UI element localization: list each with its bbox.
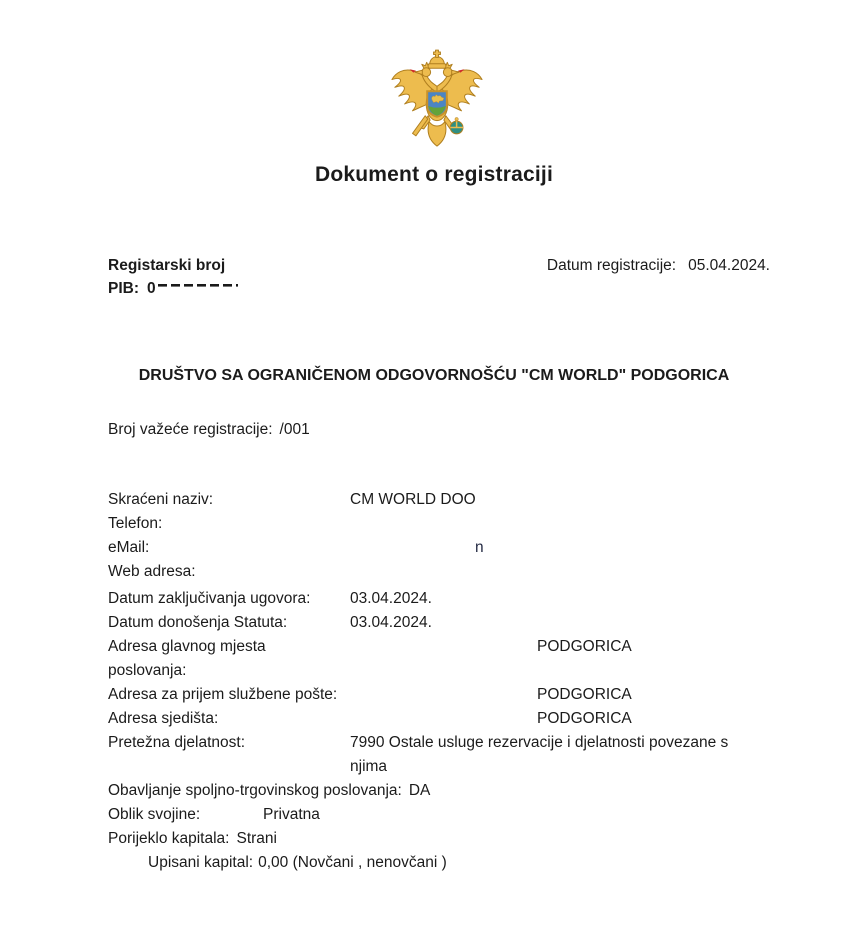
field-value: 03.04.2024.	[350, 614, 432, 631]
valid-registration-label: Broj važeće registracije:	[108, 421, 273, 438]
field-label: Datum zaključivanja ugovora:	[108, 590, 311, 607]
field-value: PODGORICA	[537, 638, 632, 655]
field-label: Obavljanje spoljno-trgovinskog poslovanja:	[108, 782, 402, 799]
field-label: Adresa za prijem službene pošte:	[108, 686, 338, 703]
field-label: Datum donošenja Statuta:	[108, 614, 288, 631]
field-value: CM WORLD DOO	[350, 491, 476, 508]
field-row-web-address	[108, 560, 776, 584]
field-value: PODGORICA	[537, 710, 632, 727]
field-row-email	[108, 536, 776, 560]
montenegro-coat-of-arms-icon	[388, 44, 486, 162]
company-name-heading: DRUŠTVO SA OGRANIČENOM ODGOVORNOŠĆU "CM WORLD" PODGORICA	[138, 367, 730, 384]
field-value: n	[475, 539, 484, 556]
field-row-capital-origin	[108, 827, 776, 851]
field-row-foreign-trade	[108, 779, 776, 803]
shield-icon	[427, 91, 447, 116]
field-row-phone	[108, 512, 776, 536]
pib-label: PIB:	[108, 280, 139, 297]
field-value: PODGORICA	[537, 686, 632, 703]
field-label: Telefon:	[108, 515, 163, 532]
valid-registration-line	[108, 421, 310, 439]
field-row-ownership-form	[108, 803, 776, 827]
field-row-main-business-address	[108, 635, 776, 683]
meta-block	[108, 254, 770, 300]
field-value: Privatna	[263, 806, 320, 823]
field-label: Porijeklo kapitala:	[108, 830, 230, 847]
document-title: Dokument o registraciji	[315, 163, 553, 186]
field-value: 03.04.2024.	[350, 590, 432, 607]
field-row-subscribed-capital	[108, 851, 776, 875]
field-label: Web adresa:	[108, 563, 196, 580]
field-label: Pretežna djelatnost:	[108, 734, 246, 751]
field-label: eMail:	[108, 539, 150, 556]
field-row-contract-date	[108, 587, 776, 611]
field-value: DA	[408, 782, 431, 799]
field-label: Adresa glavnog mjesta poslovanja:	[108, 638, 266, 679]
field-value: Strani	[236, 830, 277, 847]
field-row-statute-date	[108, 611, 776, 635]
registry-number-label: Registarski broj	[108, 257, 226, 274]
pib-redaction-marks	[158, 282, 238, 296]
pib-value: 0	[147, 280, 156, 297]
registration-date-block	[547, 254, 770, 300]
field-label: Skraćeni naziv:	[108, 491, 214, 508]
field-value: 0,00 (Novčani , nenovčani )	[258, 854, 447, 871]
field-label: Adresa sjedišta:	[108, 710, 219, 727]
registry-block	[108, 254, 238, 300]
field-label: Oblik svojine:	[108, 806, 201, 823]
registration-date-value: 05.04.2024.	[688, 257, 770, 274]
pib-line	[108, 277, 238, 300]
field-row-main-activity	[108, 731, 776, 779]
field-row-seat-address	[108, 707, 776, 731]
field-row-mail-address	[108, 683, 776, 707]
field-row-short-name	[108, 488, 776, 512]
registration-date-label: Datum registracije:	[546, 257, 677, 274]
field-value: 7990 Ostale usluge rezervacije i djelatnosti povezane s njima	[350, 734, 729, 775]
fields-list	[108, 488, 776, 875]
orb-icon	[450, 117, 463, 133]
valid-registration-value: /001	[279, 421, 310, 438]
field-label: Upisani kapital:	[148, 854, 254, 871]
